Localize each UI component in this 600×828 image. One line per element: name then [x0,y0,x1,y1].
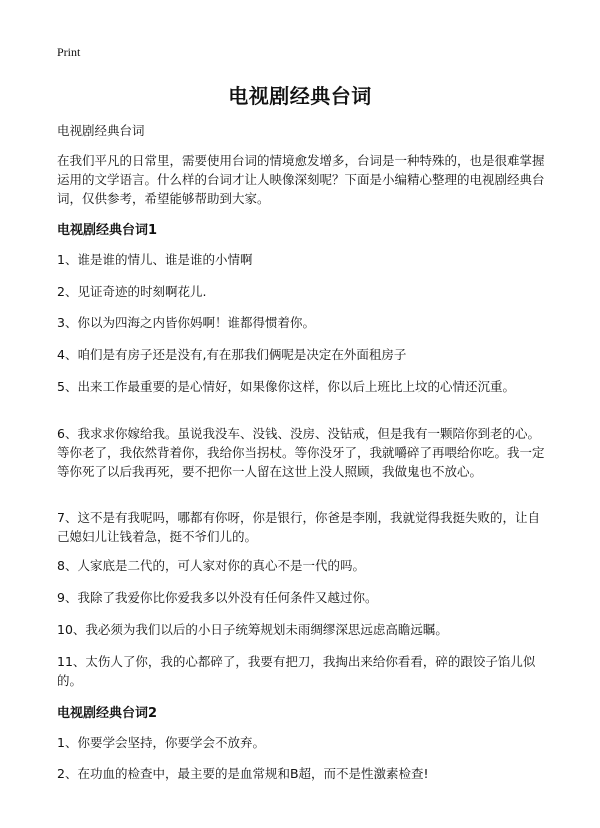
quote-item: 2、见证奇迹的时刻啊花儿. [57,284,207,299]
quote-item: 3、你以为四海之内皆你妈啊！谁都得惯着你。 [57,315,315,330]
page-title: 电视剧经典台词 [228,84,372,108]
quote-item: 5、出来工作最重要的是心情好，如果像你这样，你以后上班比上坟的心情还沉重。 [57,379,515,394]
intro-paragraph: 在我们平凡的日常里，需要使用台词的情境愈发增多，台词是一种特殊的，也是很难掌握运用的文学语言。什么样的台词才让人映像深刻呢？下面是小编精心整理的电视剧经典台词，仅供参考，希望能够帮助到大家。 [57,153,545,206]
quote-item: 2、在功血的检查中，最主要的是血常规和B超，而不是性激素检查! [57,766,429,781]
quote-item: 10、我必须为我们以后的小日子统筹规划未雨绸缪深思远虑高瞻远瞩。 [57,622,448,637]
document-subtitle: 电视剧经典台词 [57,123,145,138]
section-heading-1: 电视剧经典台词1 [57,223,158,238]
quote-item: 7、这不是有我呢吗，哪都有你呀，你是银行，你爸是李刚，我就觉得我挺失败的，让自己媳妇儿让钱着急，挺不爷们儿的。 [57,510,540,544]
quote-item: 9、我除了我爱你比你爱我多以外没有任何条件又越过你。 [57,590,378,605]
quote-item: 1、谁是谁的情儿、谁是谁的小情啊 [57,252,253,267]
print-link[interactable]: Print [57,45,81,59]
quote-item: 6、我求求你嫁给我。虽说我没车、没钱、没房、没钻戒，但是我有一颗陪你到老的心。等你老了，我依然背着你，我给你当拐杖。等你没牙了，我就嚼碎了再喂给你吃。我一定等你死了以后我再死，要不把你一人留在这世上没人照顾，我做鬼也不放心。 [57,426,545,479]
quote-item: 4、咱们是有房子还是没有,有在那我们俩呢是决定在外面租房子 [57,347,407,362]
quote-item: 11、太伤人了你，我的心都碎了，我要有把刀，我掏出来给你看看，碎的跟饺子馅儿似的。 [57,654,536,688]
quote-item: 8、人家底是二代的，可人家对你的真心不是一代的吗。 [57,558,365,573]
section-heading-2: 电视剧经典台词2 [57,706,158,721]
quote-item: 1、你要学会坚持，你要学会不放弃。 [57,735,265,750]
